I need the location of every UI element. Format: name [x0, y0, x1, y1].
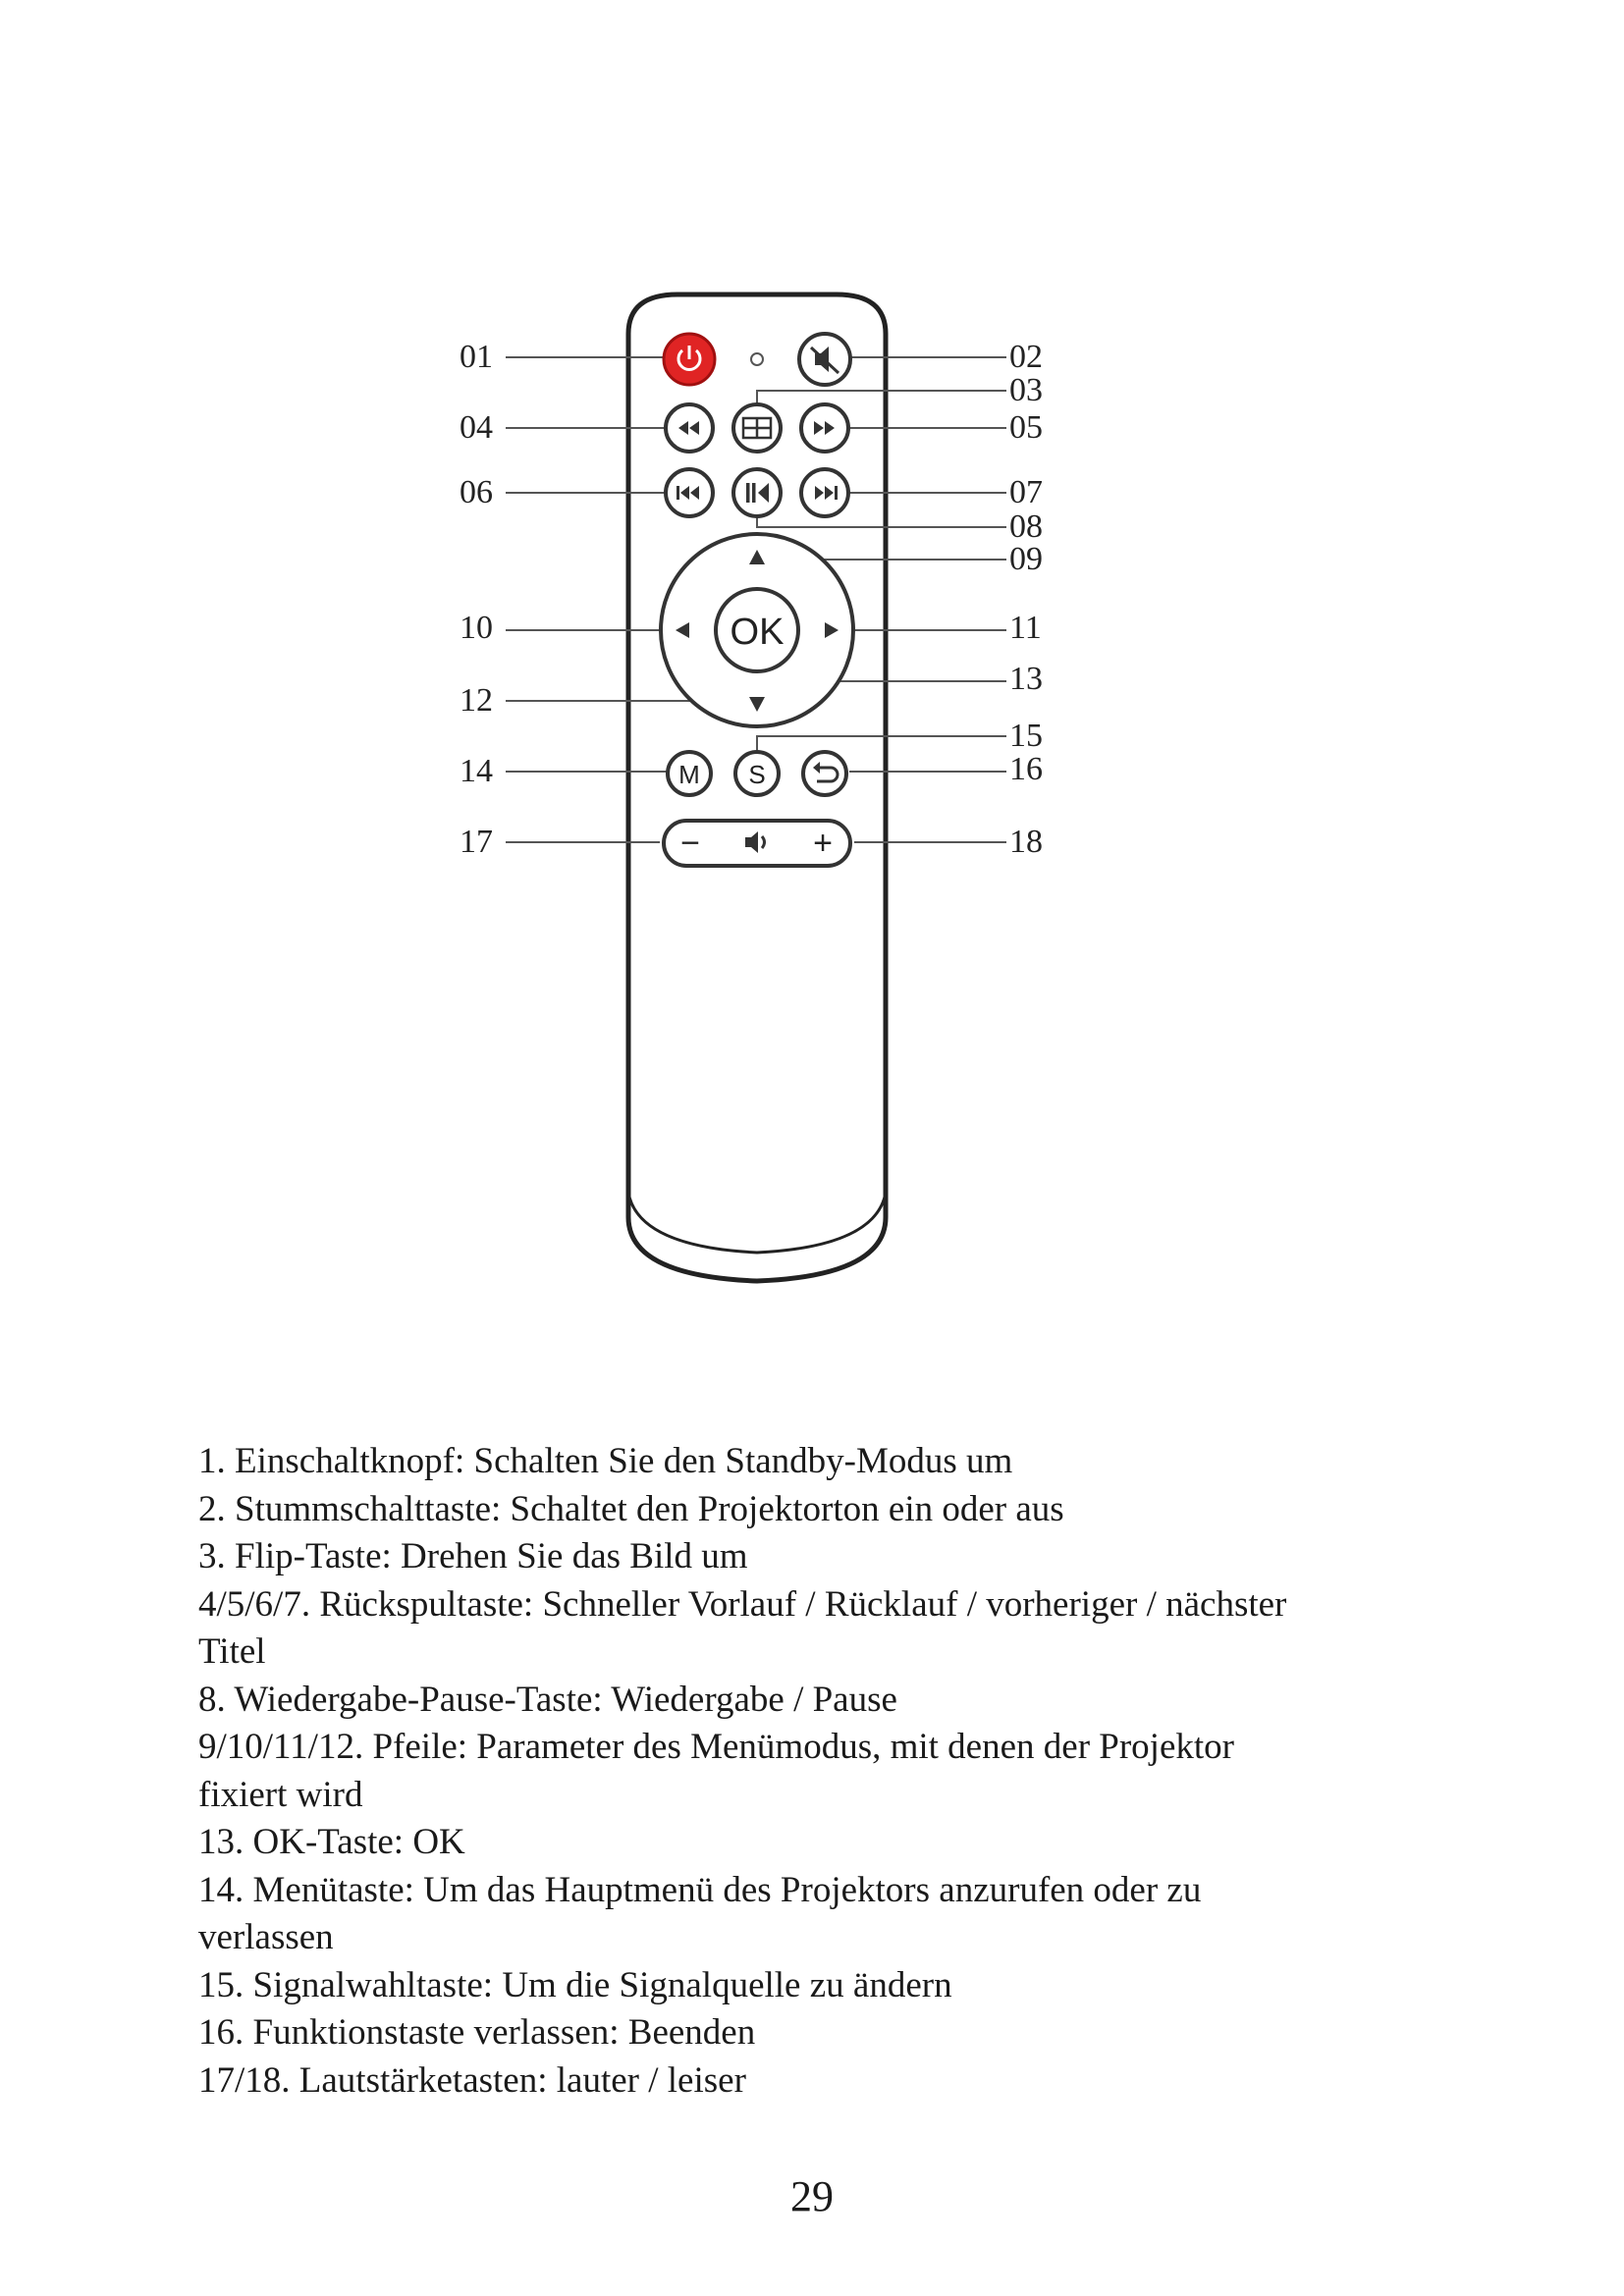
callout-18: 18 — [1009, 824, 1043, 860]
previous-track-button[interactable] — [666, 469, 713, 516]
desc-item: 4/5/6/7. Rückspultaste: Schneller Vorlauf / Rücklauf / vorheriger / nächster Titel — [198, 1583, 1287, 1672]
volume-down-button[interactable]: − — [680, 825, 700, 862]
desc-item: 15. Signalwahltaste: Um die Signalquelle zu ändern — [198, 1964, 952, 2005]
callout-17: 17 — [460, 824, 493, 860]
callout-15: 15 — [1009, 718, 1043, 754]
desc-item: 9/10/11/12. Pfeile: Parameter des Menümodus, mit denen der Projektor fixiert wird — [198, 1727, 1234, 1815]
callout-08: 08 — [1009, 508, 1043, 545]
fast-forward-button[interactable] — [801, 404, 848, 452]
mute-button[interactable] — [799, 334, 850, 385]
power-button[interactable] — [664, 334, 715, 385]
ok-label: OK — [730, 612, 785, 653]
desc-item: 17/18. Lautstärketasten: lauter / leiser — [198, 2059, 746, 2101]
callout-06: 06 — [460, 474, 493, 510]
desc-item: 14. Menütaste: Um das Hauptmenü des Projektors anzurufen oder zu verlassen — [198, 1869, 1202, 1957]
callout-14: 14 — [460, 753, 493, 789]
callout-01: 01 — [460, 339, 493, 375]
callout-07: 07 — [1009, 474, 1043, 510]
callout-04: 04 — [460, 409, 493, 446]
back-button[interactable] — [803, 752, 846, 795]
callout-13: 13 — [1009, 661, 1043, 697]
callout-11: 11 — [1009, 610, 1042, 646]
menu-button[interactable] — [668, 752, 711, 795]
callout-10: 10 — [460, 610, 493, 646]
ok-button[interactable] — [716, 589, 798, 671]
rewind-button[interactable] — [666, 404, 713, 452]
play-pause-button[interactable] — [733, 469, 781, 516]
button-descriptions — [198, 1438, 1308, 2105]
callout-09: 09 — [1009, 541, 1043, 577]
source-label: S — [748, 760, 766, 789]
desc-item: 2. Stummschalttaste: Schaltet den Projektorton ein oder aus — [198, 1488, 1064, 1529]
callout-05: 05 — [1009, 409, 1043, 446]
flip-button[interactable] — [733, 404, 781, 452]
desc-item: 3. Flip-Taste: Drehen Sie das Bild um — [198, 1536, 748, 1576]
desc-item: 1. Einschaltknopf: Schalten Sie den Standby-Modus um — [198, 1441, 1013, 1481]
callout-16: 16 — [1009, 751, 1043, 787]
desc-item: 16. Funktionstaste verlassen: Beenden — [198, 2012, 756, 2053]
volume-up-button[interactable]: + — [813, 825, 833, 862]
indicator-led — [751, 353, 763, 365]
desc-item: 13. OK-Taste: OK — [198, 1822, 465, 1862]
callout-02: 02 — [1009, 339, 1043, 375]
menu-label: M — [678, 760, 700, 789]
callout-03: 03 — [1009, 372, 1043, 408]
page-number: 29 — [790, 2172, 834, 2220]
desc-item: 8. Wiedergabe-Pause-Taste: Wiedergabe / Pause — [198, 1679, 897, 1720]
callout-12: 12 — [460, 682, 493, 719]
source-button[interactable] — [735, 752, 779, 795]
next-track-button[interactable] — [801, 469, 848, 516]
